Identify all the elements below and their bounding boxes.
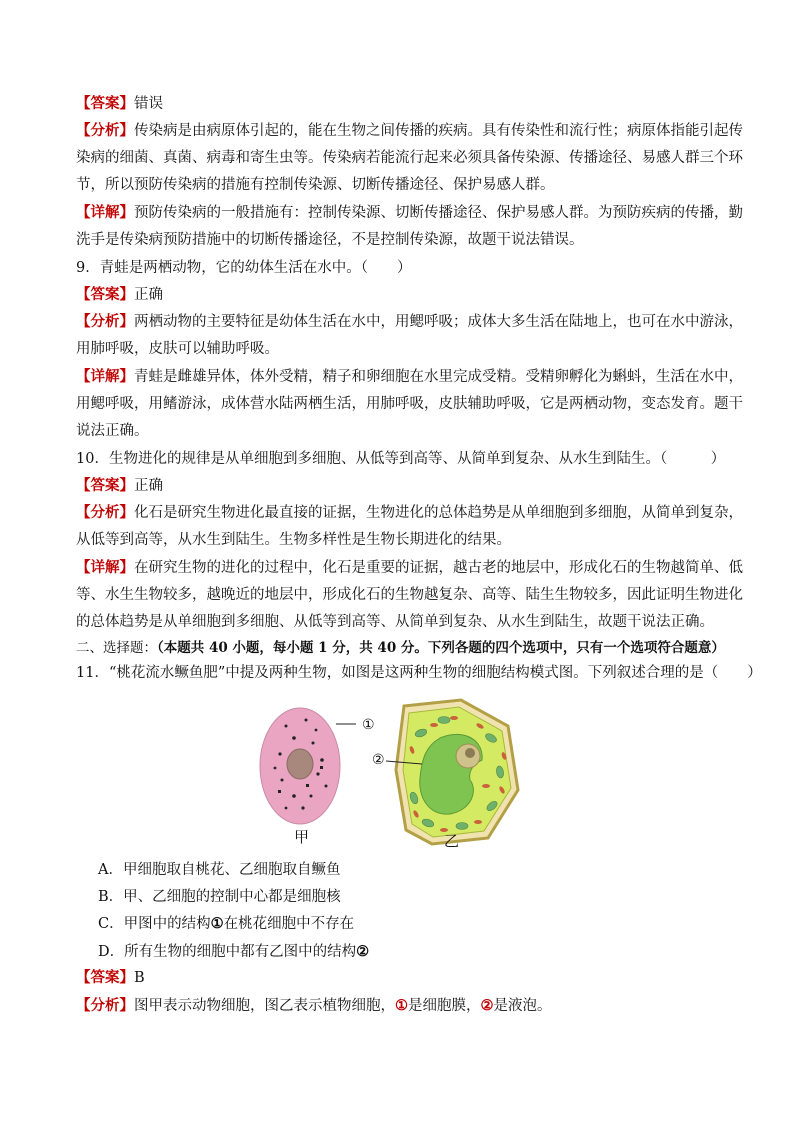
animal-cell [260,708,340,824]
section-desc: （本题共 40 小题，每小题 1 分，共 40 分。下列各题的 [157,640,496,656]
answer-tag: 【答案】 [76,477,134,494]
analysis-text: 图甲表示动物细胞，图乙表示植物细胞， [134,998,395,1014]
answer-tag: 【答案】 [76,286,134,303]
analysis-line [76,996,552,1016]
analysis-text: 化石是研究生物进化最直接的证据，生物进化的总体趋势是从单细胞到多细胞，从简单到复杂， [134,505,743,521]
detail-text: 青蛙是雌雄异体，体外受精，精子和卵细胞在水里完成受精。受精卵孵化为蝌蚪，生活在水中， [134,369,743,385]
label-1: ① [362,717,375,733]
answer-line [76,94,163,114]
structure-mark: ① [395,997,408,1014]
answer-line [76,968,145,988]
answer-text: 错误 [134,96,163,112]
detail-line: 说法正确。 [76,423,149,439]
analysis-line: 节，所以预防传染病的措施有控制传染源、切断传播途径、保护易感人群。 [76,177,555,193]
detail-text: 预防传染病的一般措施有：控制传染源、切断传播途径、保护易感人群。为预防疾病的传播，勤 [134,205,743,221]
analysis-line: 用肺呼吸，皮肤可以辅助呼吸。 [76,341,279,357]
analysis-text: 是细胞膜， [408,998,481,1014]
analysis-tag: 【分析】 [76,313,134,330]
detail-tag: 【详解】 [76,559,134,576]
answer-text: 正确 [134,287,163,303]
detail-line: 等、水生生物较多，越晚近的地层中，形成化石的生物越复杂、高等、陆生生物较多，因此证明生物进化 [76,587,743,603]
cell-diagram [256,698,526,848]
question-11: 11．“桃花流水鳜鱼肥”中提及两种生物，如图是这两种生物的细胞结构模式图。下列叙述合理的是（ ） [76,665,762,681]
analysis-text: 传染病是由病原体引起的，能在生物之间传播的疾病。具有传染性和流行性；病原体指能引起传 [134,123,743,139]
caption-yi: 乙 [444,832,460,848]
answer-text: B [134,970,145,986]
analysis-tag: 【分析】 [76,504,134,521]
option-a: A．甲细胞取自桃花、乙细胞取自鳜鱼 [98,862,341,878]
answer-line [76,285,163,305]
detail-line [76,558,743,578]
structure-mark: ② [480,997,494,1014]
analysis-tag: 【分析】 [76,997,134,1014]
detail-line: 的总体趋势是从单细胞到多细胞、从低等到高等、从简单到复杂、从水生到陆生，故题干说法正确。 [76,614,714,630]
label-2: ② [372,752,385,768]
cell-diagram-svg [256,698,526,848]
detail-line [76,203,743,223]
answer-tag: 【答案】 [76,95,134,112]
option-d-text: D．所有生物的细胞中都有乙图中的结构 [98,944,357,960]
analysis-tag: 【分析】 [76,122,134,139]
structure-mark: ② [356,943,370,960]
option-c-text: 在桃花细胞中不存在 [223,916,355,932]
detail-tag: 【详解】 [76,368,134,385]
analysis-line: 染病的细菌、真菌、病毒和寄生虫等。传染病若能流行起来必须具备传染源、传播途径、易感人群三个环 [76,150,743,166]
cell-nucleus [287,749,313,779]
analysis-text: 两栖动物的主要特征是幼体生活在水中，用鳃呼吸；成体大多生活在陆地上，也可在水中游泳， [134,314,743,330]
option-c-text: C．甲图中的结构 [98,916,211,932]
structure-mark: ① [210,915,224,932]
analysis-line: 从低等到高等，从水生到陆生。生物多样性是生物长期进化的结果。 [76,532,511,548]
section-heading [76,638,725,658]
answer-line [76,476,163,496]
detail-line: 用鳃呼吸，用鳍游泳，成体营水陆两栖生活，用肺呼吸，皮肤辅助呼吸，它是两栖动物，变态发育。题干 [76,396,743,412]
section-desc: ，只有一个选项符合题意） [562,640,725,656]
section-desc-emph: 四个选项中 [495,640,563,656]
nucleolus [465,748,475,758]
detail-text: 在研究生物的进化的过程中，化石是重要的证据，越古老的地层中，形成化石的生物越简单、低 [134,560,743,576]
answer-text: 正确 [134,478,163,494]
question-10: 10．生物进化的规律是从单细胞到多细胞、从低等到高等、从简单到复杂、从水生到陆生。（ ） [76,451,726,467]
option-c [98,914,354,934]
option-b: B．甲、乙细胞的控制中心都是细胞核 [98,889,341,905]
analysis-line [76,503,743,523]
detail-line [76,367,743,387]
detail-line: 洗手是传染病预防措施中的切断传播途径，不是控制传染源，故题干说法错误。 [76,232,584,248]
answer-tag: 【答案】 [76,969,134,986]
plant-cell [396,700,518,844]
question-9: 9．青蛙是两栖动物，它的幼体生活在水中。（ ） [76,260,412,276]
detail-tag: 【详解】 [76,204,134,221]
section-title: 二、选择题： [76,640,157,656]
caption-jia: 甲 [294,828,310,846]
analysis-text: 是液泡。 [493,998,552,1014]
analysis-line [76,312,743,332]
analysis-line [76,121,743,141]
option-d [98,942,369,962]
